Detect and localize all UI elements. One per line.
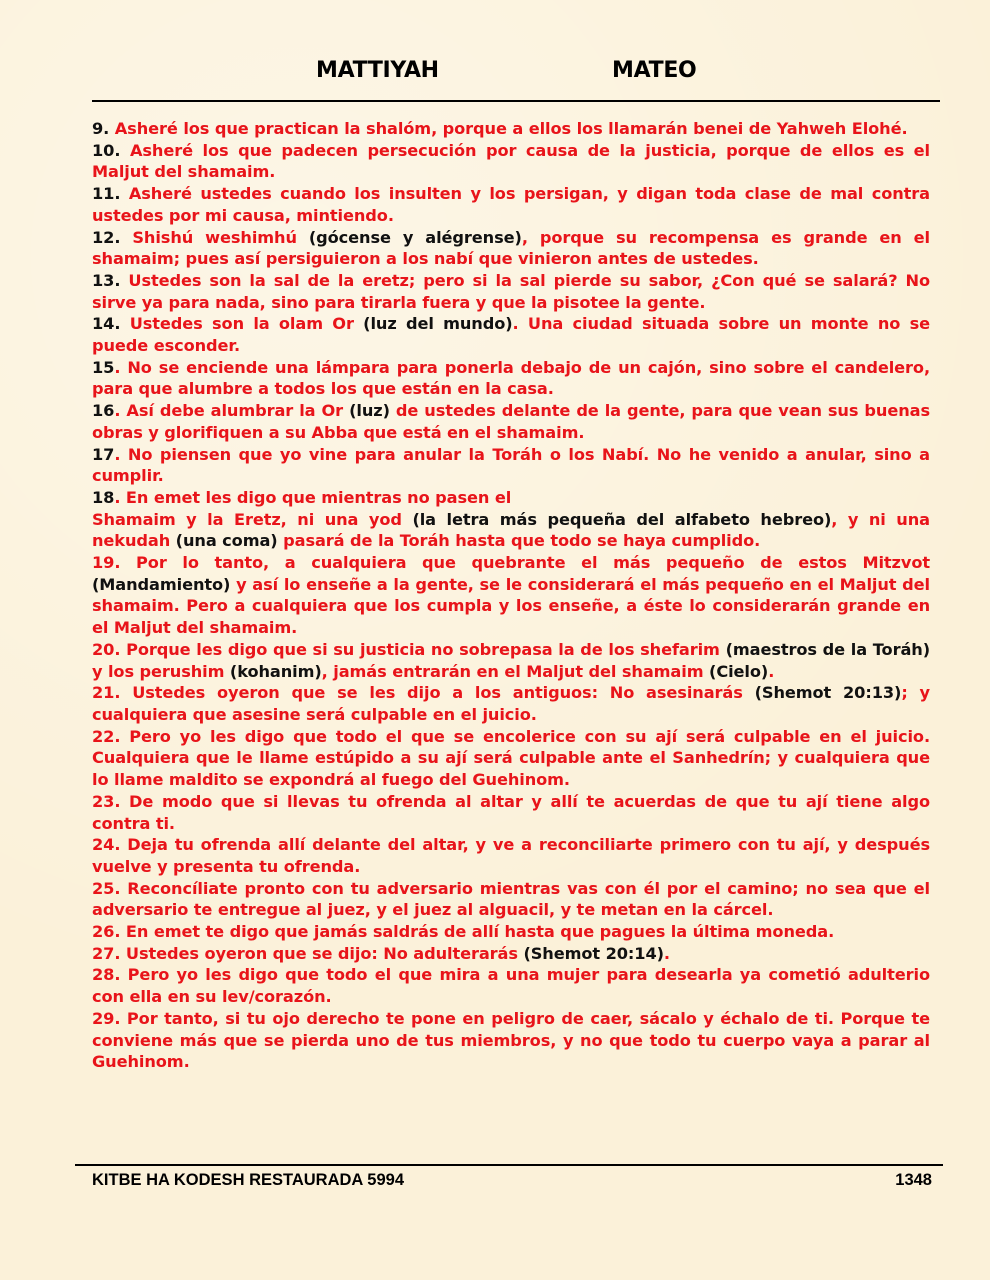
verse-paragraph [92, 943, 930, 965]
verse-gloss: (maestros de la Toráh) [725, 639, 930, 659]
verse-gloss: (luz del mundo) [363, 314, 513, 334]
verse-number: 15 [92, 357, 115, 377]
header-divider [92, 100, 940, 102]
verse-paragraph [92, 1008, 930, 1073]
verse-number: 9. [92, 119, 110, 138]
verse-paragraph [92, 682, 930, 725]
verse-gloss: (luz) [349, 401, 390, 421]
verse-gloss: (kohanim) [229, 661, 322, 681]
verse-number: 14. [92, 314, 121, 334]
verse-text: 28. Pero yo les digo que todo el que mira a una mujer para desearla ya cometió adulterio con ella en su lev/corazón. [92, 965, 930, 1007]
verse-text: 24. Deja tu ofrenda allí delante del altar, y ve a reconciliarte primero con tu ají, y después vuelve y presenta tu ofrenda. [92, 835, 930, 876]
verse-text: . No se enciende una lámpara para ponerla debajo de un cajón, sino sobre el candelero, para que alumbre a todos los que están en la casa. [92, 357, 930, 399]
verse-text: . No piensen que yo vine para anular la Toráh o los Nabí. No he venido a anular, sino a cumplir. [92, 444, 930, 486]
page-footer [92, 1171, 932, 1193]
verse-number: 11. [92, 184, 121, 204]
verse-paragraph [92, 639, 930, 682]
verse-text: ; y cualquiera que asesine será culpable en el juicio. [92, 683, 930, 724]
verse-number: 10. [92, 140, 121, 160]
verse-list [92, 118, 930, 1073]
verse-text: pasará de la Toráh hasta que todo se haya cumplido. [277, 531, 761, 551]
verse-gloss: (Shemot 20:13) [754, 683, 902, 703]
verse-paragraph [92, 444, 930, 487]
verse-gloss: (Shemot 20:14) [523, 943, 664, 963]
verse-paragraph [92, 878, 930, 921]
verse-paragraph [92, 509, 930, 552]
verse-text: . [663, 943, 670, 963]
verse-text: Ustedes son la sal de la eretz; pero si la sal pierde su sabor, ¿Con qué se salará? No sirve ya para nada, sino para tirarla fuera y que la pisotee la gente. [92, 270, 930, 312]
verse-text: , y ni una nekudah [92, 509, 930, 551]
verse-number: 18 [92, 487, 115, 507]
verse-paragraph [92, 400, 930, 443]
verse-paragraph [92, 726, 930, 791]
verse-text: 25. Reconcíliate pronto con tu adversario mientras vas con él por el camino; no sea que el adversario te entregue al juez, y el juez al alguacil, y te metan en la cárcel. [92, 878, 930, 920]
verse-paragraph [92, 313, 930, 356]
verse-text: . Una ciudad situada sobre un monte no se puede esconder. [92, 314, 930, 356]
footer-book-title: KITBE HA KODESH RESTAURADA 5994 [92, 1171, 405, 1189]
verse-text: Shishú weshimhú [120, 227, 309, 247]
verse-paragraph [92, 487, 930, 509]
verse-text: , porque su recompensa es grande en el shamaim; pues así persiguieron a los nabí que vinieron antes de ustedes. [92, 227, 931, 269]
verse-text: 20. Porque les digo que si su justicia no sobrepasa la de los shefarim [92, 639, 726, 659]
verse-paragraph [92, 357, 930, 400]
verse-text: 19. Por lo tanto, a cualquiera que quebrante el más pequeño de estos Mitzvot [92, 553, 930, 573]
verse-text: . En emet les digo que mientras no pasen el [114, 487, 512, 507]
verse-paragraph [92, 552, 930, 639]
page-header [0, 58, 990, 92]
header-title-right: MATEO [612, 58, 697, 83]
verse-number: 16 [92, 401, 115, 421]
verse-paragraph [92, 183, 930, 226]
verse-text: Asheré ustedes cuando los insulten y los persigan, y digan toda clase de mal contra ustedes por mi causa, mintiendo. [92, 184, 930, 225]
verse-number: 13. [92, 270, 121, 290]
verse-text: Asheré los que practican la shalóm, porque a ellos los llamarán benei de Yahweh Elohé. [109, 119, 908, 138]
verse-text: 27. Ustedes oyeron que se dijo: No adulterarás [92, 943, 524, 963]
verse-gloss: (Cielo) [709, 661, 769, 681]
verse-text: 23. De modo que si llevas tu ofrenda al altar y allí te acuerdas de que tu ají tiene algo contra ti. [92, 791, 930, 833]
verse-gloss: (una coma) [175, 531, 278, 551]
verse-paragraph [92, 921, 930, 943]
verse-text: . Así debe alumbrar la Or [114, 401, 350, 421]
verse-text: y así lo enseñe a la gente, se le considerará el más pequeño en el Maljut del shamaim. Pero a cualquiera que los cumpla y los enseñe, a éste lo considerarán grande en el Maljut del shamaim. [92, 574, 930, 638]
verse-paragraph [92, 270, 930, 313]
page-number: 1348 [895, 1171, 932, 1189]
verse-text: Ustedes son la olam Or [120, 314, 364, 334]
verse-paragraph [92, 140, 930, 183]
footer-divider [75, 1164, 943, 1166]
header-title-left: MATTIYAH [316, 58, 439, 83]
verse-text: 29. Por tanto, si tu ojo derecho te pone en peligro de caer, sácalo y échalo de ti. Porque te conviene más que se pierda uno de tus miembros, y no que todo tu cuerpo vaya a parar al Guehinom. [92, 1008, 930, 1072]
verse-text: Asheré los que padecen persecución por causa de la justicia, porque de ellos es el Maljut del shamaim. [92, 140, 930, 182]
verse-text: 21. Ustedes oyeron que se les dijo a los antiguos: No asesinarás [92, 683, 755, 703]
verse-paragraph [92, 791, 930, 834]
verse-gloss: (Mandamiento) [92, 574, 231, 594]
verse-text: 26. En emet te digo que jamás saldrás de allí hasta que pagues la última moneda. [92, 922, 835, 942]
verse-number: 12. [92, 227, 121, 247]
verse-paragraph [92, 118, 930, 140]
verse-text: , jamás entrarán en el Maljut del shamaim [321, 661, 710, 681]
verse-paragraph [92, 964, 930, 1007]
verse-text: 22. Pero yo les digo que todo el que se encolerice con su ají será culpable en el juicio. Cualquiera que le llame estúpido a su ají será culpable ante el Sanhedrín; y cualquiera que lo llame maldito se expondrá al fuego del Guehinom. [92, 726, 930, 790]
verse-text: Shamaim y la Eretz, ni una yod [92, 509, 413, 529]
verse-text: y los perushim [92, 661, 230, 681]
verse-text: de ustedes delante de la gente, para que vean sus buenas obras y glorifiquen a su Abba que está en el shamaim. [92, 401, 930, 442]
verse-gloss: (gócense y alégrense) [308, 227, 522, 247]
verse-number: 17 [92, 444, 115, 464]
verse-paragraph [92, 227, 930, 270]
verse-text: . [768, 661, 775, 681]
verse-paragraph [92, 834, 930, 877]
verse-gloss: (la letra más pequeña del alfabeto hebreo) [412, 509, 832, 529]
